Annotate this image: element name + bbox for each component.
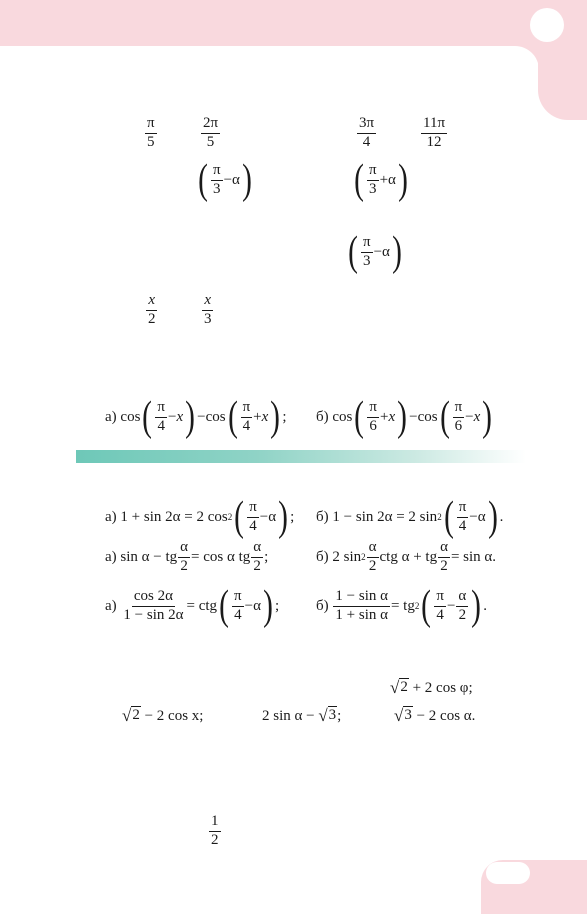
exercise-cos-b: б) cos ( $\frac{\pi}{6}$ + x ) − cos ( $\frac{\pi}{6}$ − x )	[316, 394, 493, 440]
fraction-11pi-12: $\frac{11\pi}{12}$	[423, 115, 446, 150]
expr-sqrt3-minus-2cosalpha: √ 3 − 2 cos α.	[394, 706, 476, 725]
group-pi3-minus-alpha-2: ( $\frac{\pi}{3}$ − α )	[348, 229, 402, 275]
page-number-circle	[530, 8, 564, 42]
section-divider	[76, 450, 526, 463]
expr-sqrt2-plus-2cosphi: √ 2 + 2 cos φ;	[390, 678, 473, 697]
exercise-cos-a: а) cos ( $\frac{\pi}{4}$ − x ) − cos ( $\frac{\pi}{4}$ + x ) ;	[105, 394, 287, 440]
identity-1a: а) 1 + sin 2α = 2 cos 2 ( $\frac{\pi}{4}$ − α ) ;	[105, 494, 295, 540]
fraction-2pi-5: $\frac{2\pi}{5}$	[203, 115, 219, 150]
fraction-x-2: $\frac{x}{2}$	[148, 292, 156, 327]
header-band	[0, 0, 587, 46]
identity-2b: б) 2 sin 2 $\frac{\alpha}{2}$ ctg α + tg $\frac{\alpha}{2}$ = sin α.	[316, 539, 497, 574]
expr-2sinalpha-minus-sqrt3: 2 sin α − √ 3 ;	[262, 706, 342, 725]
group-pi3-minus-alpha: ( $\frac{\pi}{3}$ − α )	[198, 157, 252, 203]
footer-page-pill	[486, 862, 530, 884]
expr-sqrt2-minus-2cosx: √ 2 − 2 cos x;	[122, 706, 204, 725]
fraction-x-3: $\frac{x}{3}$	[204, 292, 212, 327]
identity-2a: а) sin α − tg $\frac{\alpha}{2}$ = cos α tg $\frac{\alpha}{2}$ ;	[105, 539, 269, 574]
identity-3b: б) $\frac{\text{1 − sin α}}{\text{1 + sin α}}$ = tg 2 ( $\frac{\pi}{4}$ − $\frac{\alpha}{2}$ ) .	[316, 583, 488, 629]
fraction-3pi-4: $\frac{3\pi}{4}$	[359, 115, 375, 150]
fraction-one-half: $\frac{1}{2}$	[211, 813, 219, 848]
identity-3a: а) $\frac{\cos 2\alpha}{1 - \sin 2\alpha}$ = ctg ( $\frac{\pi}{4}$ − α ) ;	[105, 583, 280, 629]
group-pi3-plus-alpha: ( $\frac{\pi}{3}$ + α )	[354, 157, 408, 203]
fraction-pi-5: $\frac{\pi}{5}$	[147, 115, 155, 150]
identity-1b: б) 1 − sin 2α = 2 sin 2 ( $\frac{\pi}{4}$ − α ) .	[316, 494, 504, 540]
